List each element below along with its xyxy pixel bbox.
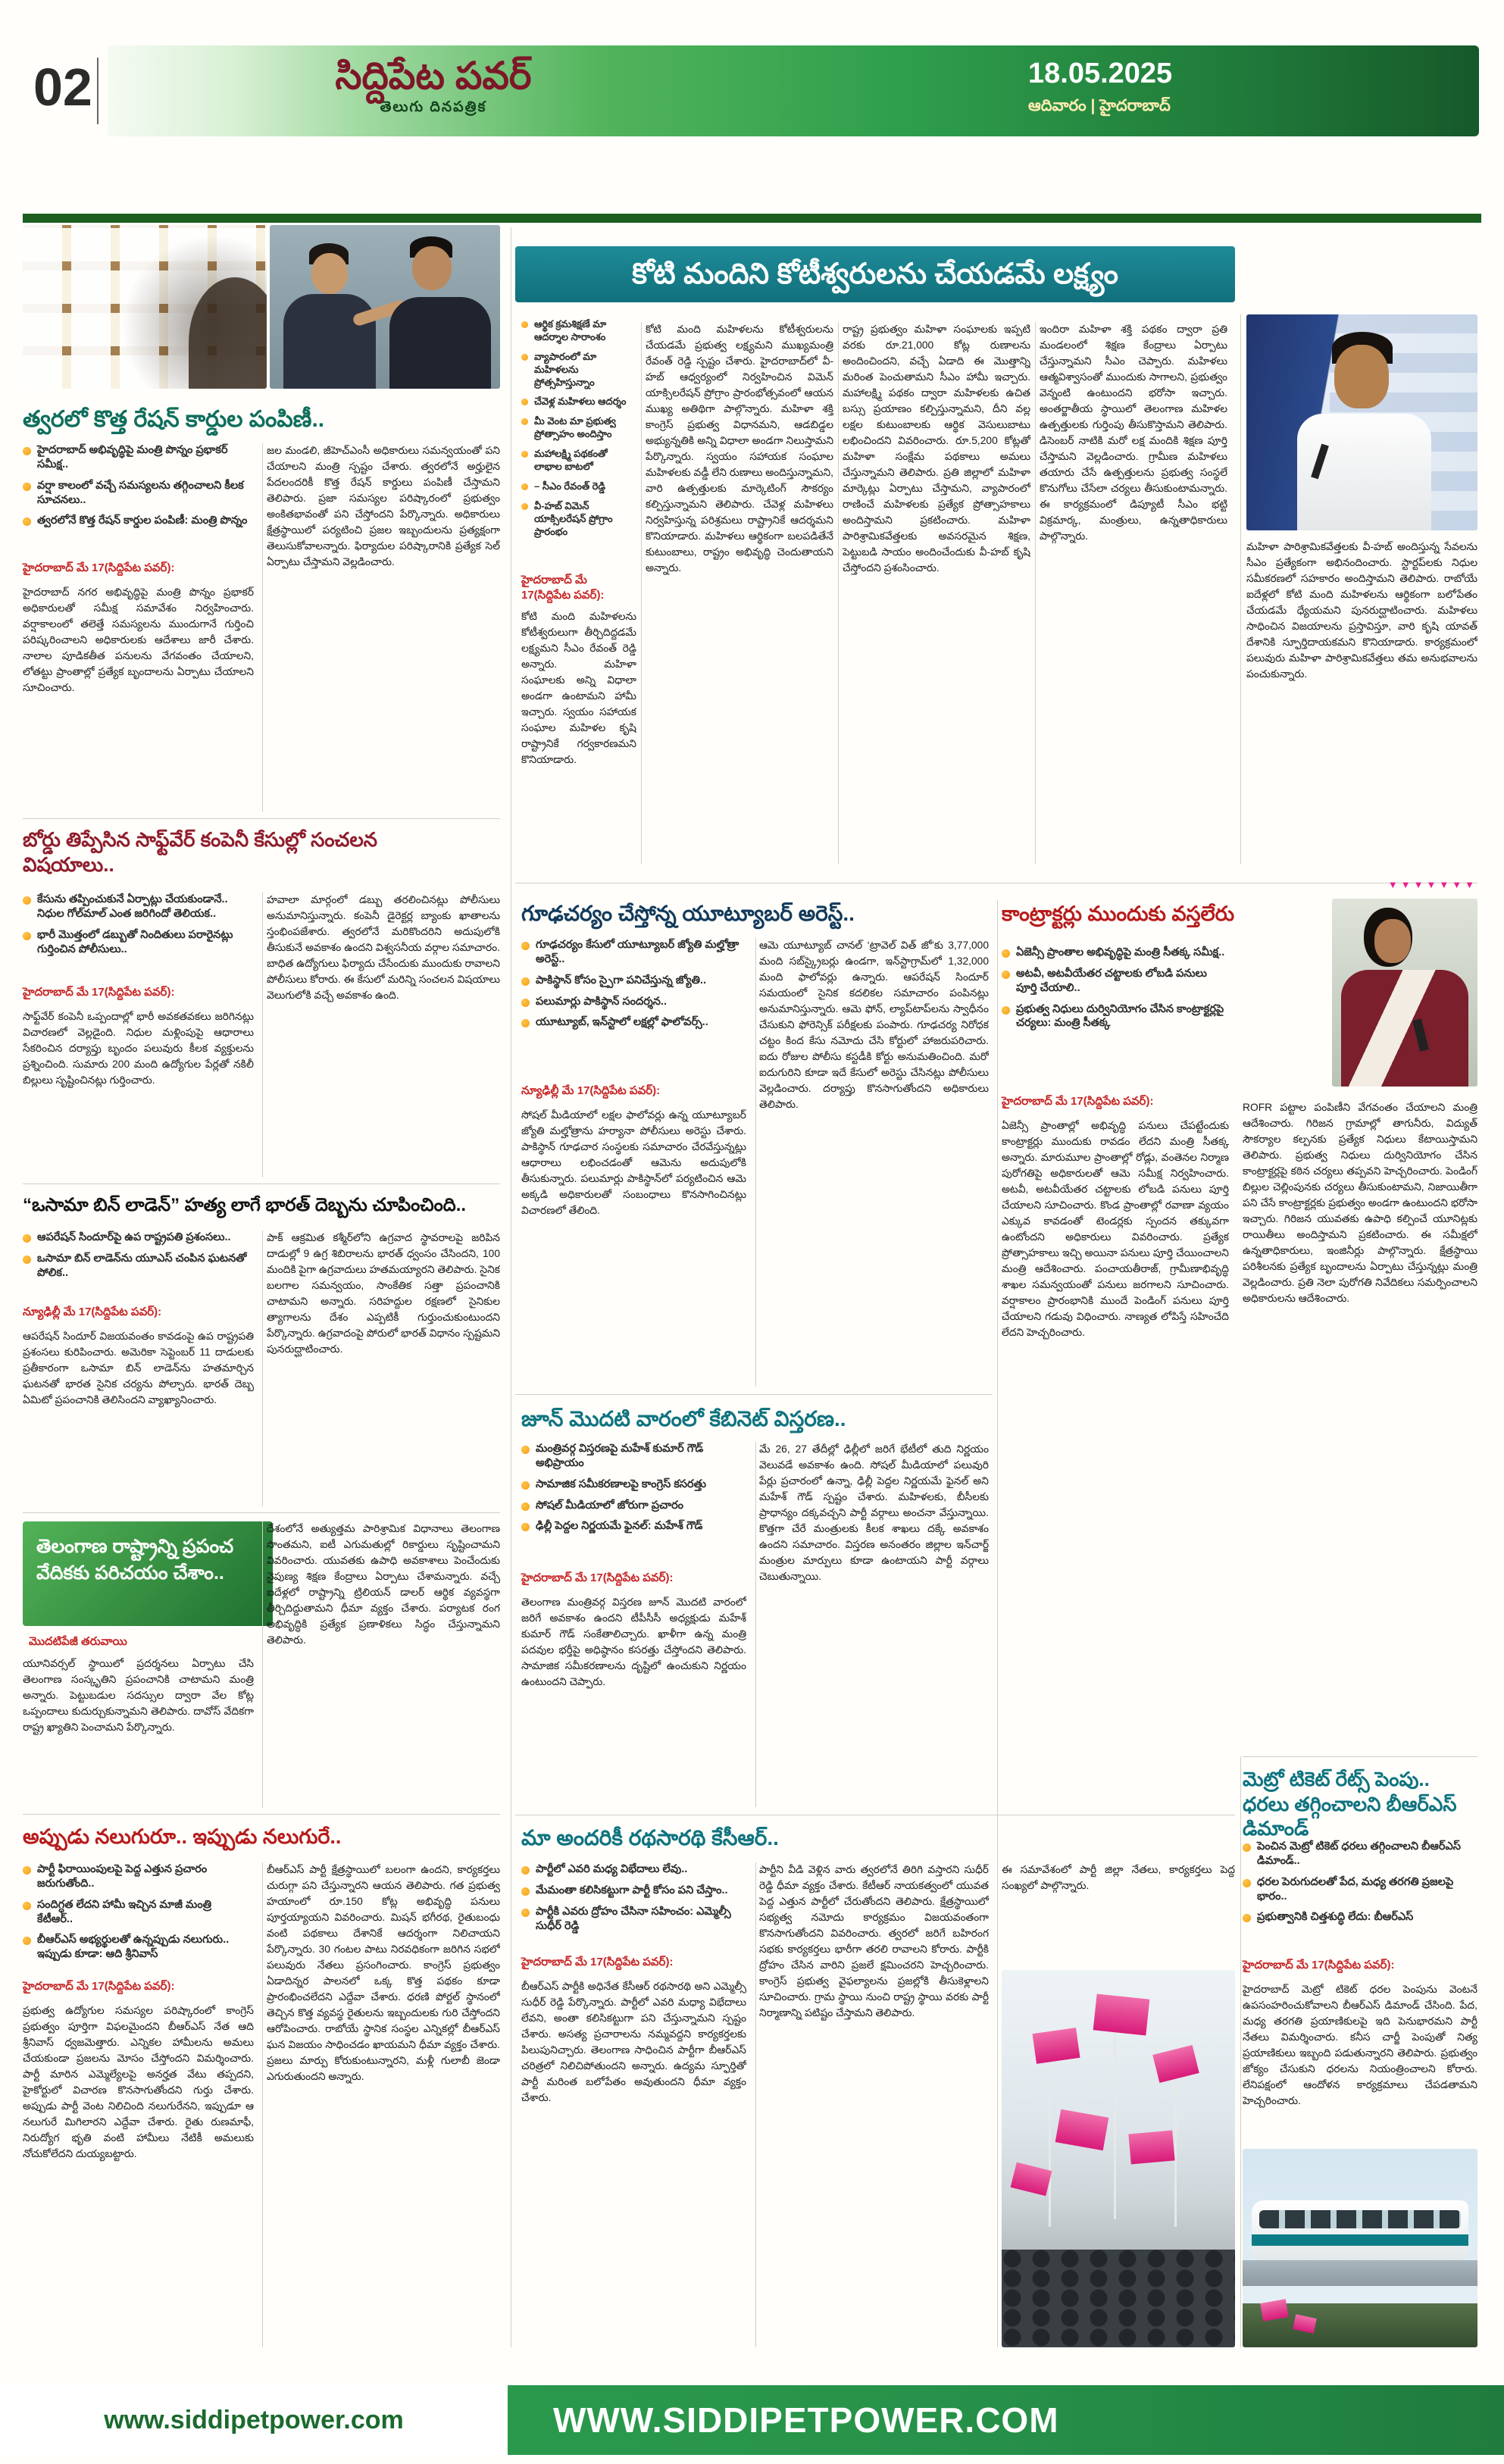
metro-bullets (1243, 1840, 1477, 1953)
page-number: 02 (33, 58, 92, 117)
contractor-body-col1: ఏజెన్సీ ప్రాంతాల్లో అభివృద్ధి పనులు చేపట్టేందుకు కాంట్రాక్టర్లు ముందుకు రావడం లేదని మంత్రి సీతక్క అన్నారు. మారుమూల ప్రాంతాల్లో రోడ్లు, వంతెనల నిర్మాణ పురోగతిపై అధికారులతో ఆమె సమీక్ష నిర్వహించారు. అటవీ, అటవీయేతర చట్టాలకు లోబడి పనులు పూర్తి చేయాలని సూచించారు. కొండ ప్రాంతాల్లో రవాణా వ్యయం ఎక్కువ కావడంతో టెండర్లకు స్పందన తక్కువగా ఉంటోందని అధికారులు వివరించారు. ప్రత్యేక ప్రోత్సాహకాలు ఇచ్చి అయినా పనులు పూర్తి చేయించాలని మంత్రి ఆదేశించారు. పంచాయతీరాజ్, గ్రామీణాభివృద్ధి శాఖల సమన్వయంతో పనులు జరగాలని సూచించారు. వర్షాకాలం ప్రారంభానికి ముందే పెండింగ్ పనులు పూర్తి చేయాలని గడువు విధించారు. నాణ్యత లోపిస్తే సహించేది లేదని హెచ్చరించారు. (1002, 1120, 1229, 1338)
officials-discussion-photo (270, 225, 500, 389)
bullet-icon (521, 1019, 530, 1027)
person-figure (389, 297, 491, 389)
bullet-item (521, 1477, 745, 1492)
footer-bar (0, 2385, 1504, 2455)
main-bullets (521, 318, 636, 568)
bullet-icon (1243, 1879, 1251, 1887)
bullet-text: పార్టీలో ఎవరి మధ్య విభేదాలు లేవు.. (536, 1863, 688, 1875)
main-body-lead: కోటి మంది మహిళలను కోటీశ్వరులుగా తీర్చిదిద్దడమే లక్ష్యమని సీఎం రేవంత్ రెడ్డి అన్నారు. మహిళా సంఘాలకు అన్ని విధాలా అండగా ఉంటామని హామీ ఇచ్చారు. స్వయం సహాయక సంఘాల మహిళల కృషి రాష్ట్రానికే గర్వకారణమని కొనియాడారు. (521, 611, 636, 765)
person-figure (311, 253, 348, 294)
bullet-text: మీ వెంట మా ప్రభుత్వ ప్రోత్సాహం అందిస్తాం (534, 415, 616, 440)
flag-pole (1114, 2008, 1116, 2219)
bullet-icon (23, 1234, 31, 1243)
bullet-item (521, 974, 745, 988)
bullet-icon (23, 896, 31, 905)
bullet-item (521, 1499, 745, 1513)
software-headline: బోర్డు తిప్పేసిన సాఫ్ట్‌వేర్ కంపెనీ కేసుల్లో సంచలన విషయాలు.. (23, 828, 378, 876)
masthead (221, 56, 646, 119)
ration-body-col1: హైదరాబాద్ నగర అభివృద్ధిపై మంత్రి పొన్నం ప్రభాకర్ అధికారులతో సమీక్ష సమావేశం నిర్వహించారు. వర్షాకాలంలో తలెత్తే సమస్యలను ముందుగానే గుర్తించి పరిష్కరించాలని అధికారులకు ఆదేశాలు జారీ చేశారు. నాలాల పూడికతీత పనులను వేగవంతం చేయాలని, లోతట్టు ప్రాంతాల్లో ప్రత్యేక బృందాలను ఏర్పాటు చేయాలని సూచించారు. (23, 586, 254, 693)
masthead-banner (108, 45, 1479, 136)
bullet-icon (521, 399, 528, 405)
bullet-icon (521, 321, 528, 328)
bullet-item (1002, 967, 1229, 996)
bullet-item (23, 1933, 250, 1962)
bullet-text: భారీ మొత్తంలో డబ్బుతో నిందితులు పరారైనట్లు గుర్తించిన పోలీసులు.. (37, 928, 233, 955)
bullet-icon (23, 932, 31, 940)
bullet-item (23, 928, 250, 957)
bullet-text: కేసును తప్పించుకునే ఏర్పాట్లు చేయకుండానే.. నిధుల గోల్‌మాల్ ఎంత జరిగిందో తెలియక.. (37, 893, 228, 920)
nalugure-dateline: హైదరాబాద్ మే 17(సిద్దిపేట పవర్): (23, 1980, 175, 1993)
software-body-col2: హవాలా మార్గంలో డబ్బు తరలించినట్లు పోలీసులు అనుమానిస్తున్నారు. కంపెనీ డైరెక్టర్ల బ్యాంకు ఖాతాలను స్తంభింపజేశారు. త్వరలోనే మరికొందరిని అదుపులోకి తీసుకునే అవకాశం ఉందని విశ్వసనీయ వర్గాల సమాచారం. బాధిత ఉద్యోగులు ఫిర్యాదు చేసేందుకు ముందుకు రావాలని పోలీసులు కోరారు. ఈ కేసులో మరిన్ని సంచలన విషయాలు వెలుగులోకి వచ్చే అవకాశం ఉంది. (267, 894, 500, 1001)
bullet-icon (521, 1909, 530, 1917)
bullet-item (521, 351, 636, 389)
kcr-bullets (521, 1862, 745, 1950)
column-rule (997, 900, 998, 2347)
software-body-col1: సాఫ్ట్‌వేర్ కంపెనీ ఒప్పందాల్లో భారీ అవకతవకలు జరిగినట్లు విచారణలో వెల్లడైంది. నిధుల మళ్లింపుపై ఆధారాలు సేకరించిన దర్యాప్తు బృందం పలువురు కీలక వ్యక్తులను ప్రశ్నించింది. సుమారు 200 మంది ఉద్యోగుల పేర్లతో నకిలీ బిల్లులు సృష్టించినట్లు గుర్తించారు. (23, 1011, 254, 1086)
ration-cards-wall-photo (23, 225, 267, 389)
osama-headline: “ఒసామా బిన్ లాడెన్” హత్య లాగే భారత్ దెబ్బను చూపించింది.. (23, 1195, 467, 1215)
section-rule (23, 818, 500, 819)
youtuber-body-col1: సోషల్ మీడియాలో లక్షల ఫాలోవర్లు ఉన్న యూట్యూబర్ జ్యోతి మల్హోత్రాను హర్యానా పోలీసులు అరెస్టు చేశారు. పాకిస్థాన్ గూఢచార సంస్థలకు సమాచారం చేరవేస్తున్నట్లు ఆధారాలు లభించడంతో ఆమెను అదుపులోకి తీసుకున్నారు. పలుమార్లు పాకిస్థాన్‌లో పర్యటించిన ఆమె అక్కడి అధికారులతో సంబంధాలు కొనసాగించినట్లు విచారణలో తేలింది. (521, 1109, 746, 1216)
ration-dateline: హైదరాబాద్ మే 17(సిద్దిపేట పవర్): (23, 561, 175, 574)
contractor-bullets (1002, 946, 1229, 1090)
bullet-text: ఢిల్లీ పెద్దల నిర్ణయమే ఫైనల్: మహేశ్ గౌడ్ (536, 1520, 703, 1533)
bullet-icon (23, 1902, 31, 1910)
bullet-text: పార్టీకి ఎవరు ద్రోహం చేసినా సహించం: ఎమ్మెల్సీ సుధీర్ రెడ్డి (536, 1905, 731, 1932)
bullet-text: ప్రభుత్వ నిధులు దుర్వినియోగం చేసిన కాంట్రాక్టర్లపై చర్యలు: మంత్రి సీతక్క (1016, 1002, 1224, 1030)
section-rule (515, 1394, 993, 1395)
column-rule (755, 938, 756, 1387)
metro-headline: మెట్రో టికెట్ రేట్స్ పెంపు.. ధరలు తగ్గించాలని బీఆర్ఎస్ డిమాండ్ (1243, 1768, 1457, 1840)
bullet-icon (23, 1255, 31, 1264)
bullet-item (23, 1862, 250, 1891)
column-rule (755, 1442, 756, 1807)
bullet-text: మేమంతా కలిసికట్టుగా పార్టీ కోసం పని చేస్తాం.. (536, 1884, 728, 1896)
kcr-dateline: హైదరాబాద్ మే 17(సిద్దిపేట పవర్): (521, 1956, 674, 1968)
bullet-item (521, 396, 636, 408)
bullet-item (1002, 1002, 1229, 1031)
person-figure (1374, 919, 1411, 963)
contractor-body-col2: ROFR పట్టాల పంపిణీని వేగవంతం చేయాలని మంత్రి ఆదేశించారు. గిరిజన గ్రామాల్లో తాగునీరు, విద్యుత్ సౌకర్యాల కల్పనకు ప్రత్యేక నిధులు కేటాయిస్తామని తెలిపారు. ప్రభుత్వ నిధులు దుర్వినియోగం చేసిన కాంట్రాక్టర్లపై కఠిన చర్యలు తప్పవని హెచ్చరించారు. పెండింగ్ బిల్లుల చెల్లింపునకు చర్యలు తీసుకుంటామని, నిజాయితీగా పని చేసే కాంట్రాక్టర్లకు ప్రభుత్వం అండగా ఉంటుందని భరోసా ఇచ్చారు. గిరిజన యువతకు ఉపాధి కల్పించే యూనిట్లకు రాయితీలు అందిస్తామని ప్రకటించారు. ఈ సమీక్షలో ఉన్నతాధికారులు, ఇంజినీర్లు పాల్గొన్నారు. క్షేత్రస్థాయి పరిశీలనకు ప్రత్యేక బృందాలను ఏర్పాటు చేస్తున్నట్లు మంత్రి వెల్లడించారు. ప్రతి నెలా పురోగతి నివేదికలు సమర్పించాలని అధికారులను ఆదేశించారు. (1243, 1102, 1477, 1304)
bullet-item (23, 514, 250, 528)
metro-body-col1: హైదరాబాద్ మెట్రో టికెట్ ధరల పెంపును వెంటనే ఉపసంహరించుకోవాలని బీఆర్ఎస్ డిమాండ్ చేసింది. పేద, మధ్య తరగతి ప్రయాణికులపై ఇది పెనుభారమని పార్టీ నేతలు విమర్శించారు. కనీస చార్జీ పెంపుతో నిత్య ప్రయాణికులు ఇబ్బంది పడుతున్నారని తెలిపారు. ప్రభుత్వం జోక్యం చేసుకుని ధరలను నియంత్రించాలని కోరారు. లేనిపక్షంలో ఆందోళన కార్యక్రమాలు చేపడతామని హెచ్చరించారు. (1243, 1984, 1477, 2106)
continued-from-page1-label: మొదటిపేజీ తరువాయి (29, 1635, 127, 1648)
software-dateline: హైదరాబాద్ మే 17(సిద్దిపేట పవర్): (23, 986, 175, 999)
bullet-text: పెంచిన మెట్రో టికెట్ ధరలు తగ్గించాలని బీఆర్ఎస్ డిమాండ్.. (1257, 1840, 1461, 1867)
metro-train-photo (1243, 2149, 1477, 2347)
bullet-text: సామాజిక సమీకరణాలపై కాంగ్రెస్ కసరత్తు (536, 1477, 706, 1490)
person-figure (283, 294, 376, 389)
nalugure-body-col1: ప్రభుత్వ ఉద్యోగుల సమస్యల పరిష్కారంలో కాంగ్రెస్ ప్రభుత్వం పూర్తిగా విఫలమైందని బీఆర్ఎస్ నేత ఆది శ్రీనివాస్ ధ్వజమెత్తారు. ఎన్నికల హామీలను అమలు చేయకుండా ప్రజలను మోసం చేస్తోందని విమర్శించారు. పార్టీ మారిన ఎమ్మెల్యేలపై అనర్హత వేటు తప్పదని, హైకోర్టులో విచారణ కొనసాగుతోందని గుర్తు చేశారు. అప్పుడు పార్టీ వెంట నిలిచింది నలుగురేనని, ఇప్పుడూ ఆ నలుగురే మిగిలారని ఎద్దేవా చేశారు. రైతు రుణమాఫీ, నిరుద్యోగ భృతి వంటి హామీలు నేటికీ అమలుకు నోచుకోలేదని దుయ్యబట్టారు. (23, 2005, 254, 2159)
bullet-icon (521, 1446, 530, 1454)
bullet-item (1002, 946, 1229, 960)
bullet-text: వీ-హబ్ విమెన్ యాక్సిలరేషన్ ప్రోగ్రాం ప్రారంభం (534, 499, 613, 537)
bullet-text: వ్యాపారంలో మా మహిళలను ప్రోత్సహిస్తున్నాం (534, 350, 597, 388)
person-figure (412, 246, 452, 290)
bullet-text: పార్టీ ఫిరాయింపులపై పెద్ద ఎత్తున ప్రచారం జరుగుతోంది.. (37, 1863, 208, 1890)
bullet-text: సోషల్ మీడియాలో జోరుగా ప్రచారం (536, 1499, 684, 1512)
decoration-triangles: ▼▼▼▼▼▼▼ (1387, 879, 1477, 890)
pink-flag (1093, 1993, 1150, 2035)
bullet-icon (23, 518, 31, 526)
bullet-icon (23, 1937, 31, 1945)
bullet-text: – సీఎం రేవంత్ రెడ్డి (534, 480, 606, 492)
bullet-item (521, 1884, 745, 1898)
column-rule (755, 1862, 756, 2347)
osama-body-col2: పాక్ ఆక్రమిత కశ్మీర్‌లోని ఉగ్రవాద స్థావరాలపై జరిపిన దాడుల్లో 9 ఉగ్ర శిబిరాలను భారత్ ధ్వంసం చేసిందని, 100 మందికి పైగా ఉగ్రవాదులు హతమయ్యారని తెలిపారు. సైనిక బలగాల సమన్వయం, సాంకేతిక సత్తా ప్రపంచానికి చాటామని అన్నారు. సరిహద్దుల రక్షణలో సైనికుల త్యాగాలను దేశం ఎప్పటికీ గుర్తుంచుకుంటుందని పేర్కొన్నారు. ఉగ్రవాదంపై పోరులో భారత్ విధానం స్పష్టమని పునరుద్ఘాటించారు. (267, 1232, 500, 1355)
bullet-icon (521, 999, 530, 1007)
main-body-colC: ఇందిరా మహిళా శక్తి పథకం ద్వారా ప్రతి మండలంలో శిక్షణ కేంద్రాలు ఏర్పాటు చేస్తున్నామని సీఎం చెప్పారు. మహిళలు ఆత్మవిశ్వాసంతో ముందుకు సాగాలని, ప్రభుత్వం వెన్నంటి ఉంటుందని భరోసా ఇచ్చారు. అంతర్జాతీయ స్థాయిలో తెలంగాణ మహిళల ఉత్పత్తులకు గుర్తింపు తీసుకొస్తామని తెలిపారు. డిసెంబర్ నాటికి మరో లక్ష మందికి శిక్షణ పూర్తి చేస్తామని వెల్లడించారు. గ్రామీణ మహిళలు తయారు చేసే ఉత్పత్తులను ప్రభుత్వ సంస్థలే కొనుగోలు చేసేలా చర్యలు తీసుకుంటామన్నారు. ఈ కార్యక్రమంలో డిప్యూటీ సీఎం భట్టి విక్రమార్క, మంత్రులు, ఉన్నతాధికారులు పాల్గొన్నారు. (1040, 324, 1227, 542)
column-rule (262, 1521, 263, 1808)
bullet-icon (1243, 1914, 1251, 1922)
bullet-item (521, 938, 745, 967)
bullet-icon (521, 503, 528, 510)
youtuber-headline: గూఢచర్యం చేస్తోన్న యూట్యూబర్ అరెస్ట్.. (521, 902, 855, 925)
bullet-icon (521, 483, 528, 490)
telangana-body-col1: యూనివర్సల్ స్థాయిలో ప్రదర్శనలు ఏర్పాటు చేసి తెలంగాణ సంస్కృతిని ప్రపంచానికి చాటామని మంత్రి అన్నారు. పెట్టుబడుల సదస్సుల ద్వారా వేల కోట్ల ఒప్పందాలు కుదుర్చుకున్నామని తెలిపారు. దావోస్ వేదికగా రాష్ట్ర ఖ్యాతిని పెంచామని పేర్కొన్నారు. (23, 1658, 254, 1733)
bullet-icon (1243, 1843, 1251, 1852)
bullet-item (521, 480, 636, 493)
bullet-icon (521, 354, 528, 361)
column-rule (262, 1862, 263, 2347)
bullet-icon (521, 451, 528, 458)
bullet-icon (1002, 949, 1010, 958)
bullet-item (521, 448, 636, 474)
sari-stripe (1341, 970, 1469, 1087)
column-rule (1240, 1756, 1241, 2347)
kcr-body-col1: బీఆర్ఎస్ పార్టీకి అధినేత కేసీఆర్ రథసారథి అని ఎమ్మెల్సీ సుధీర్ రెడ్డి పేర్కొన్నారు. పార్టీలో ఎవరి మధ్యా విభేదాలు లేవని, అంతా కలిసికట్టుగా పని చేస్తున్నామని స్పష్టం చేశారు. అసత్య ప్రచారాలను నమ్మవద్దని కార్యకర్తలకు పిలుపునిచ్చారు. తెలంగాణ సాధించిన పార్టీగా బీఆర్ఎస్ చరిత్రలో నిలిచిపోతుందని అన్నారు. ఉద్యమ స్ఫూర్తితో పార్టీ మరింత బలోపేతం అవుతుందని ధీమా వ్యక్తం చేశారు. (521, 1981, 746, 2103)
metro-viaduct (1243, 2260, 1477, 2286)
pink-flag (1011, 2162, 1052, 2197)
bullet-icon (23, 483, 31, 491)
bullet-item (521, 995, 745, 1009)
youtuber-body-col2: ఆమె యూట్యూబ్ చానల్ ‘ట్రావెల్ విత్ జో’కు 3,77,000 మంది సబ్‌స్క్రైబర్లు ఉండగా, ఇన్‌స్టాగ్రామ్‌లో 1,32,000 మంది ఫాలోవర్లు ఉన్నారు. ఆపరేషన్ సిందూర్ సమయంలో సైనిక కదలికల సమాచారం పంపినట్లు అనుమానిస్తున్నారు. ఆమె ఫోన్, ల్యాప్‌టాప్‌లను స్వాధీనం చేసుకుని ఫోరెన్సిక్ పరీక్షలకు పంపారు. గూఢచర్య నిరోధక చట్టం కింద కేసు నమోదు చేసి కోర్టులో హాజరుపరిచారు. ఐదు రోజుల పోలీసు కస్టడీకి కోర్టు అనుమతించింది. మరో ఐదుగురిని కూడా ఇదే కేసులో అరెస్టు చేసినట్లు పోలీసులు వెల్లడించారు. దర్యాప్తు కొనసాగుతోందని అధికారులు తెలిపారు. (759, 940, 989, 1110)
cabinet-headline: జూన్ మొదటి వారంలో కేబినెట్ విస్తరణ.. (521, 1407, 846, 1431)
main-body-colR: మహిళా పారిశ్రామికవేత్తలకు వీ-హబ్ అందిస్తున్న సేవలను సీఎం ప్రత్యేకంగా అభినందించారు. స్టార్టప్‌లకు నిధుల సమీకరణలో సహకారం అందిస్తామని తెలిపారు. రాబోయే ఐదేళ్లలో కోటి మంది మహిళలను ఆర్థికంగా బలోపేతం చేయడమే ధ్యేయమని పునరుద్ఘాటించారు. మహిళలు సాధించిన విజయాలను ప్రస్తావిస్తూ, వారి కృషి యావత్ దేశానికి స్ఫూర్తిదాయకమని కొనియాడారు. కార్యక్రమంలో పలువురు మహిళా పారిశ్రామికవేత్తలు తమ అనుభవాలను పంచుకున్నారు. (1246, 541, 1477, 680)
flag-pole (1174, 2061, 1177, 2227)
metro-dateline: హైదరాబాద్ మే 17(సిద్దిపేట పవర్): (1243, 1959, 1395, 1972)
person-figure (1334, 345, 1389, 408)
ration-body-col2: జల మండలి, జీహెచ్ఎంసీ అధికారులు సమన్వయంతో పని చేయాలని మంత్రి స్పష్టం చేశారు. త్వరలోనే అర్హులైన పేదలందరికీ కొత్త రేషన్ కార్డులు పంపిణీ చేస్తామని తెలిపారు. ప్రజా సమస్యల పరిష్కారంలో ప్రభుత్వం అంకితభావంతో పని చేస్తోందని పేర్కొన్నారు. అధికారులు క్షేత్రస్థాయిలో పర్యటించి ప్రజల ఇబ్బందులను ప్రత్యక్షంగా తెలుసుకోవాలన్నారు. ఫిర్యాదుల పరిష్కారానికి ప్రత్యేక సెల్ ఏర్పాటు చేస్తామని వెల్లడించారు. (267, 445, 500, 568)
bullet-text: అటవీ, అటవీయేతర చట్టాలకు లోబడి పనులు పూర్తి చేయాలి.. (1016, 967, 1207, 994)
cm-speech-photo (1246, 314, 1477, 530)
bullet-icon (1002, 971, 1010, 979)
cabinet-dateline: హైదరాబాద్ మే 17(సిద్దిపేట పవర్): (521, 1571, 674, 1584)
bullet-item (1243, 1840, 1477, 1868)
metro-train (1252, 2200, 1468, 2260)
section-rule (23, 1814, 500, 1815)
header-divider (97, 58, 98, 124)
train-windows (1259, 2210, 1462, 2228)
bullet-text: త్వరలోనే కొత్త రేషన్ కార్డుల పంపిణీ: మంత్రి పొన్నం (37, 514, 248, 527)
masthead-subtitle: తెలుగు దినపత్రిక (380, 98, 487, 115)
footer-website-right: WWW.SIDDIPETPOWER.COM (553, 2400, 1059, 2440)
cabinet-body-col2: మే 26, 27 తేదీల్లో ఢిల్లీలో జరిగే భేటీలో తుది నిర్ణయం వెలువడే అవకాశం ఉంది. సోషల్ మీడియాలో పలువురి పేర్లు ప్రచారంలో ఉన్నా, ఢిల్లీ పెద్దల నిర్ణయమే ఫైనల్ అని మహేశ్ గౌడ్ స్పష్టం చేశారు. మహిళలకు, బీసీలకు ప్రాధాన్యం దక్కవచ్చని పార్టీ వర్గాలు అంచనా వేస్తున్నాయి. కొత్తగా చేరే మంత్రులకు కీలక శాఖలు దక్కే అవకాశం ఉందని సమాచారం. విస్తరణ అనంతరం జిల్లాల ఇన్‌చార్జ్ మంత్రుల మార్పులు కూడా ఉంటాయని పార్టీ వర్గాలు చెబుతున్నాయి. (759, 1443, 989, 1582)
edition-date: 18.05.2025 (1028, 58, 1173, 89)
column-rule (641, 322, 642, 864)
section-rule (23, 1512, 500, 1513)
main-dateline: హైదరాబాద్ మే 17(సిద్దిపేట పవర్): (521, 574, 605, 602)
bullet-item (23, 893, 250, 921)
bullet-text: మంత్రివర్గ విస్తరణపై మహేశ్ కుమార్ గౌడ్ అభిప్రాయం (536, 1443, 704, 1469)
bullet-item (23, 479, 250, 508)
flag-pole (1049, 2046, 1051, 2227)
bullet-item (23, 1898, 250, 1927)
section-rule (1243, 1756, 1477, 1757)
bullet-text: ఆర్థిక క్రమశిక్షణే మా ఆదర్శాల సారాంశం (534, 318, 607, 342)
bullet-item (23, 443, 250, 472)
cabinet-bullets (521, 1442, 745, 1566)
bullet-icon (23, 447, 31, 455)
bullet-icon (521, 418, 528, 425)
bullet-text: ధరల పెరుగుదలతో పేద, మధ్య తరగతి ప్రజలపై భారం.. (1257, 1875, 1454, 1903)
pink-flag (1055, 2109, 1109, 2150)
header-rule (23, 214, 1481, 223)
bullet-item (1243, 1875, 1477, 1904)
bullet-item (1243, 1910, 1477, 1925)
train-stripe (1252, 2234, 1468, 2247)
bullet-item (521, 1519, 745, 1534)
main-body-colA: కోటి మంది మహిళలను కోటీశ్వరులను చేయడమే ప్రభుత్వ లక్ష్యమని ముఖ్యమంత్రి రేవంత్ రెడ్డి స్పష్టం చేశారు. హైదరాబాద్‌లో వీ-హబ్ ఆధ్వర్యంలో నిర్వహించిన విమెన్ యాక్సిలరేషన్ ప్రోగ్రాం ప్రారంభోత్సవంలో ఆయన ముఖ్య అతిథిగా పాల్గొన్నారు. మహిళా శక్తి కాంగ్రెస్ ప్రభుత్వ విధానమని, ఆడబిడ్డల అభ్యున్నతికి అన్ని విధాలా అండగా నిలుస్తామని పేర్కొన్నారు. స్వయం సహాయక సంఘాల మహిళలకు వడ్డీ లేని రుణాలు అందిస్తున్నామని, వారి ఉత్పత్తులకు మార్కెటింగ్ సౌకర్యం కల్పిస్తున్నామని తెలిపారు. చేవెళ్ల మహిళలు నిర్వహిస్తున్న పరిశ్రమలు రాష్ట్రానికే ఆదర్శమని కొనియాడారు. మహిళలు ఆర్థికంగా బలపడితేనే కుటుంబాలు, రాష్ట్రం అభివృద్ధి చెందుతాయని అన్నారు. (646, 324, 833, 574)
youtuber-dateline: న్యూఢిల్లీ మే 17(సిద్దిపేట పవర్): (521, 1084, 661, 1097)
nalugure-body-col2: బీఆర్ఎస్ పార్టీ క్షేత్రస్థాయిలో బలంగా ఉందని, కార్యకర్తలు చురుగ్గా పని చేస్తున్నారని ఆయన తెలిపారు. గత ప్రభుత్వ హయాంలో రూ.150 కోట్ల అభివృద్ధి పనులు పూర్తయ్యాయని వివరించారు. మిషన్ భగీరథ, రైతుబంధు వంటి పథకాలు దేశానికే ఆదర్శంగా నిలిచాయని పేర్కొన్నారు. 30 గంటల పాటు నిరవధికంగా జరిగిన సభలో పలువురు నేతలు ప్రసంగించారు. కాంగ్రెస్ ప్రభుత్వం ఏడాదిన్నర పాలనలో ఒక్క కొత్త పథకం కూడా ప్రారంభించలేదని ఎద్దేవా చేశారు. ధరణి పోర్టల్ స్థానంలో తెచ్చిన కొత్త వ్యవస్థ రైతులను ఇబ్బందులకు గురి చేస్తోందని ఆరోపించారు. రాబోయే స్థానిక సంస్థల ఎన్నికల్లో బీఆర్ఎస్ ఘన విజయం సాధించడం ఖాయమని ధీమా వ్యక్తం చేశారు. ప్రజలు మార్పు కోరుకుంటున్నారని, మళ్లీ గులాబీ జెండా ఎగురుతుందని అన్నారు. (267, 1864, 500, 2082)
bullet-item (521, 1862, 745, 1877)
nalugure-bullets (23, 1862, 250, 1975)
bullet-item (521, 318, 636, 344)
software-bullets (23, 893, 250, 982)
column-rule (838, 322, 839, 864)
kcr-headline: మా అందరికీ రథసారథి కేసీఆర్.. (521, 1826, 779, 1850)
kcr-body-col3: ఈ సమావేశంలో పార్టీ జిల్లా నేతలు, కార్యకర్తలు పెద్ద సంఖ్యలో పాల్గొన్నారు. (1002, 1864, 1235, 1891)
bullet-item (521, 415, 636, 441)
minister-seethakka-photo (1332, 899, 1477, 1087)
telangana-headline-box: తెలంగాణ రాష్ట్రాన్ని ప్రపంచ వేదికకు పరిచయం చేశాం.. (23, 1521, 273, 1626)
crowd (1002, 2250, 1235, 2347)
pink-flag (1129, 2131, 1175, 2165)
bullet-item (521, 500, 636, 539)
bullet-icon (521, 1523, 530, 1531)
contractor-dateline: హైదరాబాద్ మే 17(సిద్దిపేట పవర్): (1002, 1095, 1154, 1108)
column-rule (262, 443, 263, 812)
bullet-icon (521, 1481, 530, 1490)
bullet-text: చేవెళ్ల మహిళలు ఆదర్శం (534, 396, 627, 408)
bullet-text: మహాలక్ష్మి పథకంతో లాభాల బాటలో (534, 448, 608, 473)
edition-day-city: ఆదివారం | హైదరాబాద్ (1028, 97, 1171, 114)
osama-dateline: న్యూఢిల్లీ మే 17(సిద్దిపేట పవర్): (23, 1305, 162, 1318)
bullet-text: పాకిస్థాన్ కోసం స్పైగా పనిచేస్తున్న జ్యోతి.. (536, 974, 707, 987)
bullet-icon (521, 1866, 530, 1875)
bullet-icon (1002, 1006, 1010, 1015)
bullet-text: హైదరాబాద్ అభివృద్ధిపై మంత్రి పొన్నం ప్రభాకర్ సమీక్ష.. (37, 444, 228, 471)
main-headline: కోటి మందిని కోటీశ్వరులను చేయడమే లక్ష్యం (515, 246, 1235, 302)
telangana-body-col2: దేశంలోనే అత్యుత్తమ పారిశ్రామిక విధానాలు తెలంగాణ సొంతమని, ఐటీ ఎగుమతుల్లో రికార్డులు సృష్టించామని వివరించారు. యువతకు ఉపాధి అవకాశాలు పెంచేందుకు నైపుణ్య శిక్షణ కేంద్రాలు ఏర్పాటు చేశామన్నారు. వచ్చే ఐదేళ్లలో రాష్ట్రాన్ని ట్రిలియన్ డాలర్ ఆర్థిక వ్యవస్థగా తీర్చిదిద్దుతామని ధీమా వ్యక్తం చేశారు. పర్యాటక రంగ అభివృద్ధికి ప్రత్యేక ప్రణాళికలు సిద్ధం చేస్తున్నామని తెలిపారు. (267, 1523, 500, 1646)
youtuber-bullets (521, 938, 745, 1079)
person-silhouette (189, 277, 267, 389)
osama-bullets (23, 1230, 250, 1302)
bullet-text: ప్రభుత్వానికి చిత్తశుద్ధి లేదు: బీఆర్ఎస్ (1257, 1911, 1414, 1924)
footer-website-left: www.siddipetpower.com (0, 2385, 508, 2455)
ration-headline: త్వరలో కొత్త రేషన్ కార్డుల పంపిణీ.. (23, 407, 325, 432)
kcr-body-col2: పార్టీని వీడి వెళ్లిన వారు త్వరలోనే తిరిగి వస్తారని సుధీర్ రెడ్డి ధీమా వ్యక్తం చేశారు. కేటీఆర్ నాయకత్వంలో యువత పెద్ద ఎత్తున పార్టీలో చేరుతోందని తెలిపారు. క్షేత్రస్థాయిలో సభ్యత్వ నమోదు కార్యక్రమం విజయవంతంగా కొనసాగుతోందని వివరించారు. త్వరలో జరిగే బహిరంగ సభకు కార్యకర్తలు భారీగా తరలి రావాలని కోరారు. పార్టీకి ద్రోహం చేసిన వారిని ప్రజలే క్షమించరని హెచ్చరించారు. కాంగ్రెస్ ప్రభుత్వ వైఫల్యాలను ప్రజల్లోకి తీసుకెళ్లాలని సూచించారు. గ్రామ స్థాయి నుంచి రాష్ట్ర స్థాయి వరకు పార్టీ నిర్మాణాన్ని పటిష్టం చేస్తామని తెలిపారు. (759, 1864, 989, 2018)
bullet-item (521, 1015, 745, 1030)
bullet-item (23, 1252, 250, 1280)
bullet-icon (521, 977, 530, 986)
bullet-icon (521, 942, 530, 950)
bullet-item (521, 1905, 745, 1934)
pink-flag (1152, 2045, 1199, 2083)
bullet-text: గూఢచర్యం కేసులో యూట్యూబర్ జ్యోతి మల్హోత్రా అరెస్ట్.. (536, 939, 739, 965)
main-body-colB: రాష్ట్ర ప్రభుత్వం మహిళా సంఘాలకు ఇప్పటి వరకు రూ.21,000 కోట్ల రుణాలను అందించిందని, వచ్చే ఏడాది ఈ మొత్తాన్ని మరింత పెంచుతామని సీఎం హామీ ఇచ్చారు. మహాలక్ష్మి పథకం ద్వారా మహిళలకు ఉచిత బస్సు ప్రయాణం కల్పిస్తున్నామని, దీని వల్ల లక్షల కుటుంబాలకు ఆర్థిక వెసులుబాటు లభించిందని వివరించారు. రూ.5,200 కోట్లతో మహిళా సంక్షేమ పథకాలు అమలు చేస్తున్నామని తెలిపారు. ప్రతి జిల్లాలో మహిళా మార్కెట్లు ఏర్పాటు చేస్తామని, వ్యాపారంలో రాణించే మహిళలకు ప్రత్యేక ప్రోత్సాహకాలు అందిస్తామని ప్రకటించారు. మహిళా పారిశ్రామికవేత్తలకు అవసరమైన శిక్షణ, పెట్టుబడి సాయం అందించేందుకు వీ-హబ్ కృషి చేస్తోందని ప్రశంసించారు. (843, 324, 1030, 574)
bullet-item (521, 1442, 745, 1471)
ration-bullets (23, 443, 250, 557)
column-rule (1035, 322, 1036, 864)
bullet-icon (521, 1502, 530, 1511)
bullet-text: ఒసామా బిన్ లాడెన్‌ను యూఎస్ చంపిన ఘటనతో పోలిక.. (37, 1252, 247, 1279)
bullet-text: యూట్యూబ్, ఇన్‌స్టాలో లక్షల్లో ఫాలోవర్స్.. (536, 1016, 708, 1029)
contractor-headline: కాంట్రాక్టర్లు ముందుకు వస్తలేరు (1002, 902, 1235, 925)
cabinet-body-col1: తెలంగాణ మంత్రివర్గ విస్తరణ జూన్ మొదటి వారంలో జరిగే అవకాశం ఉందని టీపీసీసీ అధ్యక్షుడు మహేశ్ కుమార్ గౌడ్ సంకేతాలిచ్చారు. ఖాళీగా ఉన్న మంత్రి పదవుల భర్తీపై అధిష్ఠానం కసరత్తు చేస్తోందని తెలిపారు. సామాజిక సమీకరణాలను దృష్టిలో ఉంచుకుని నిర్ణయం ఉంటుందని చెప్పారు. (521, 1596, 746, 1687)
column-rule (1240, 314, 1241, 864)
pink-flag (1033, 2028, 1080, 2064)
bullet-text: బీఆర్ఎస్ అభ్యర్థులతో ఉన్నప్పుడు నలుగురు.. ఇప్పుడు కూడా: ఆది శ్రీనివాస్ (37, 1934, 230, 1961)
osama-body-col1: ఆపరేషన్ సిందూర్ విజయవంతం కావడంపై ఉప రాష్ట్రపతి ప్రశంసలు కురిపించారు. అమెరికా సెప్టెంబర్ 11 దాడులకు ప్రతీకారంగా ఒసామా బిన్ లాడెన్‌ను హతమార్చిన ఘటనతో భారత సైనిక చర్యను పోల్చారు. భారత్ దెబ్బ ఏమిటో ప్రపంచానికి తెలిసిందని వ్యాఖ్యానించారు. (23, 1330, 254, 1406)
bullet-item (23, 1230, 250, 1245)
column-rule (262, 1230, 263, 1506)
bullet-text: ఆపరేషన్ సిందూర్‌పై ఉప రాష్ట్రపతి ప్రశంసలు.. (37, 1231, 231, 1243)
bullet-text: ఏజెన్సీ ప్రాంతాల అభివృద్ధిపై మంత్రి సీతక్క సమీక్ష.. (1016, 946, 1225, 958)
party-flags-rally-photo (1002, 1970, 1235, 2347)
nalugure-headline: అప్పుడు నలుగురూ.. ఇప్పుడు నలుగురే.. (23, 1825, 342, 1848)
bullet-text: వర్షా కాలంలో వచ్చే సమస్యలను తగ్గించాలని కీలక సూచనలు.. (37, 479, 244, 506)
bullet-text: సందిగ్ధత లేదని హామీ ఇచ్చిన మాజీ మంత్రి కేటీఆర్.. (37, 1898, 212, 1925)
masthead-title: సిద్దిపేట పవర్ (335, 55, 532, 97)
column-rule (262, 893, 263, 1177)
bullet-icon (23, 1866, 31, 1875)
bullet-icon (521, 1887, 530, 1896)
bullet-text: పలుమార్లు పాకిస్థాన్ సందర్శన.. (536, 995, 667, 1008)
